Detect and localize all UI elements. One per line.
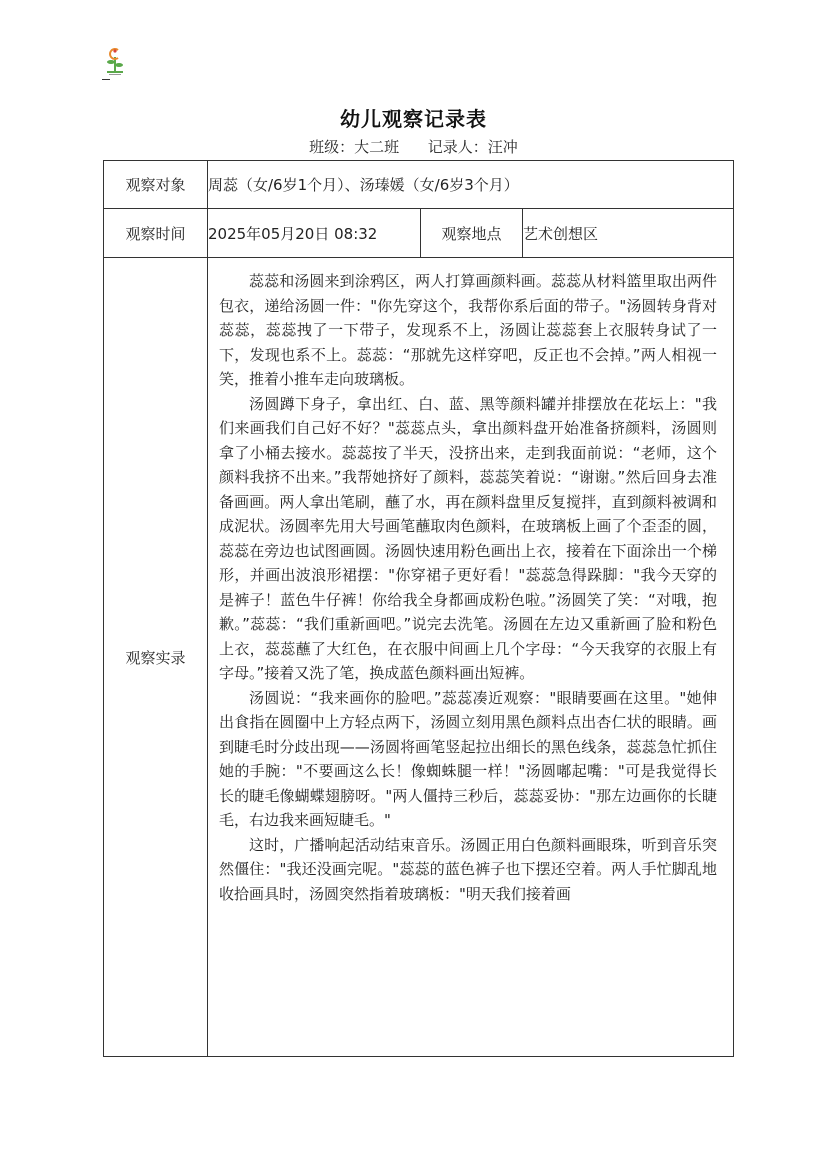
subject-row xyxy=(104,161,734,209)
location-label: 观察地点 xyxy=(421,209,523,258)
record-paragraph-1: 蕊蕊和汤圆来到涂鸦区，两人打算画颜料画。蕊蕊从材料篮里取出两件包衣，递给汤圆一件："你先穿这个，我帮你系后面的带子。"汤圆转身背对蕊蕊，蕊蕊拽了一下带子，发现系不上，汤圆让蕊蕊套上衣服转身试了一下，发现也系不上。蕊蕊：“那就先这样穿吧，反正也不会掉。”两人相视一笑，推着小推车走向玻璃板。 xyxy=(219,272,718,388)
subject-label: 观察对象 xyxy=(104,161,208,209)
time-label: 观察时间 xyxy=(104,209,208,258)
time-row xyxy=(104,209,734,258)
page-title: 幼儿观察记录表 xyxy=(340,107,487,131)
location-value: 艺术创想区 xyxy=(523,209,734,258)
class-label: 班级：大二班 xyxy=(309,138,400,156)
record-content xyxy=(208,258,733,1056)
subtitle xyxy=(0,136,827,157)
record-paragraph-4: 这时，广播响起活动结束音乐。汤圆正用白色颜料画眼珠，听到音乐突然僵住："我还没画完呢。"蕊蕊的蓝色裤子也下摆还空着。两人手忙脚乱地收拾画具时，汤圆突然指着玻璃板："明天我们接着画 xyxy=(219,835,718,903)
observation-table xyxy=(103,160,734,1057)
record-paragraph-2: 汤圆蹲下身子，拿出红、白、蓝、黑等颜料罐并排摆放在花坛上："我们来画我们自己好不好？"蕊蕊点头，拿出颜料盘开始准备挤颜料，汤圆则拿了小桶去接水。蕊蕊按了半天，没挤出来，走到我面前说：“老师，这个颜料我挤不出来。”我帮她挤好了颜料，蕊蕊笑着说：“谢谢。”然后回身去准备画画。两人拿出笔刷，蘸了水，再在颜料盘里反复搅拌，直到颜料被调和成泥状。汤圆率先用大号画笔蘸取肉色颜料，在玻璃板上画了个歪歪的圆，蕊蕊在旁边也试图画圆。汤圆快速用粉色画出上衣，接着在下面涂出一个梯形，并画出波浪形裙摆："你穿裙子更好看！"蕊蕊急得跺脚："我今天穿的是裤子！蓝色牛仔裤！你给我全身都画成粉色啦。”汤圆笑了笑：“对哦，抱歉。”蕊蕊：“我们重新画吧。”说完去洗笔。汤圆在左边又重新画了脸和粉色上衣，蕊蕊蘸了大红色，在衣服中间画上几个字母：“今天我穿的衣服上有字母。”接着又洗了笔，换成蓝色颜料画出短裤。 xyxy=(219,394,718,682)
record-paragraph-3: 汤圆说：“我来画你的脸吧。”蕊蕊凑近观察："眼睛要画在这里。"她伸出食指在圆圈中上方轻点两下，汤圆立刻用黑色颜料点出杏仁状的眼睛。画到睫毛时分歧出现——汤圆将画笔竖起拉出细长的黑色线条，蕊蕊急忙抓住她的手腕："不要画这么长！像蜘蛛腿一样！"汤圆嘟起嘴："可是我觉得长长的睫毛像蝴蝶翅膀呀。"两人僵持三秒后，蕊蕊妥协："那左边画你的长睫毛，右边我来画短睫毛。" xyxy=(219,688,718,829)
school-logo-icon xyxy=(104,47,126,77)
record-cell xyxy=(208,258,734,1057)
record-row xyxy=(104,258,734,1057)
logo-underline xyxy=(102,79,110,80)
time-value: 2025年05月20日 08:32 xyxy=(208,209,421,258)
record-label: 观察实录 xyxy=(104,258,208,1057)
subject-value: 周蕊（女/6岁1个月）、汤瑧媛（女/6岁3个月） xyxy=(208,161,734,209)
recorder-label: 记录人：汪冲 xyxy=(427,138,518,156)
